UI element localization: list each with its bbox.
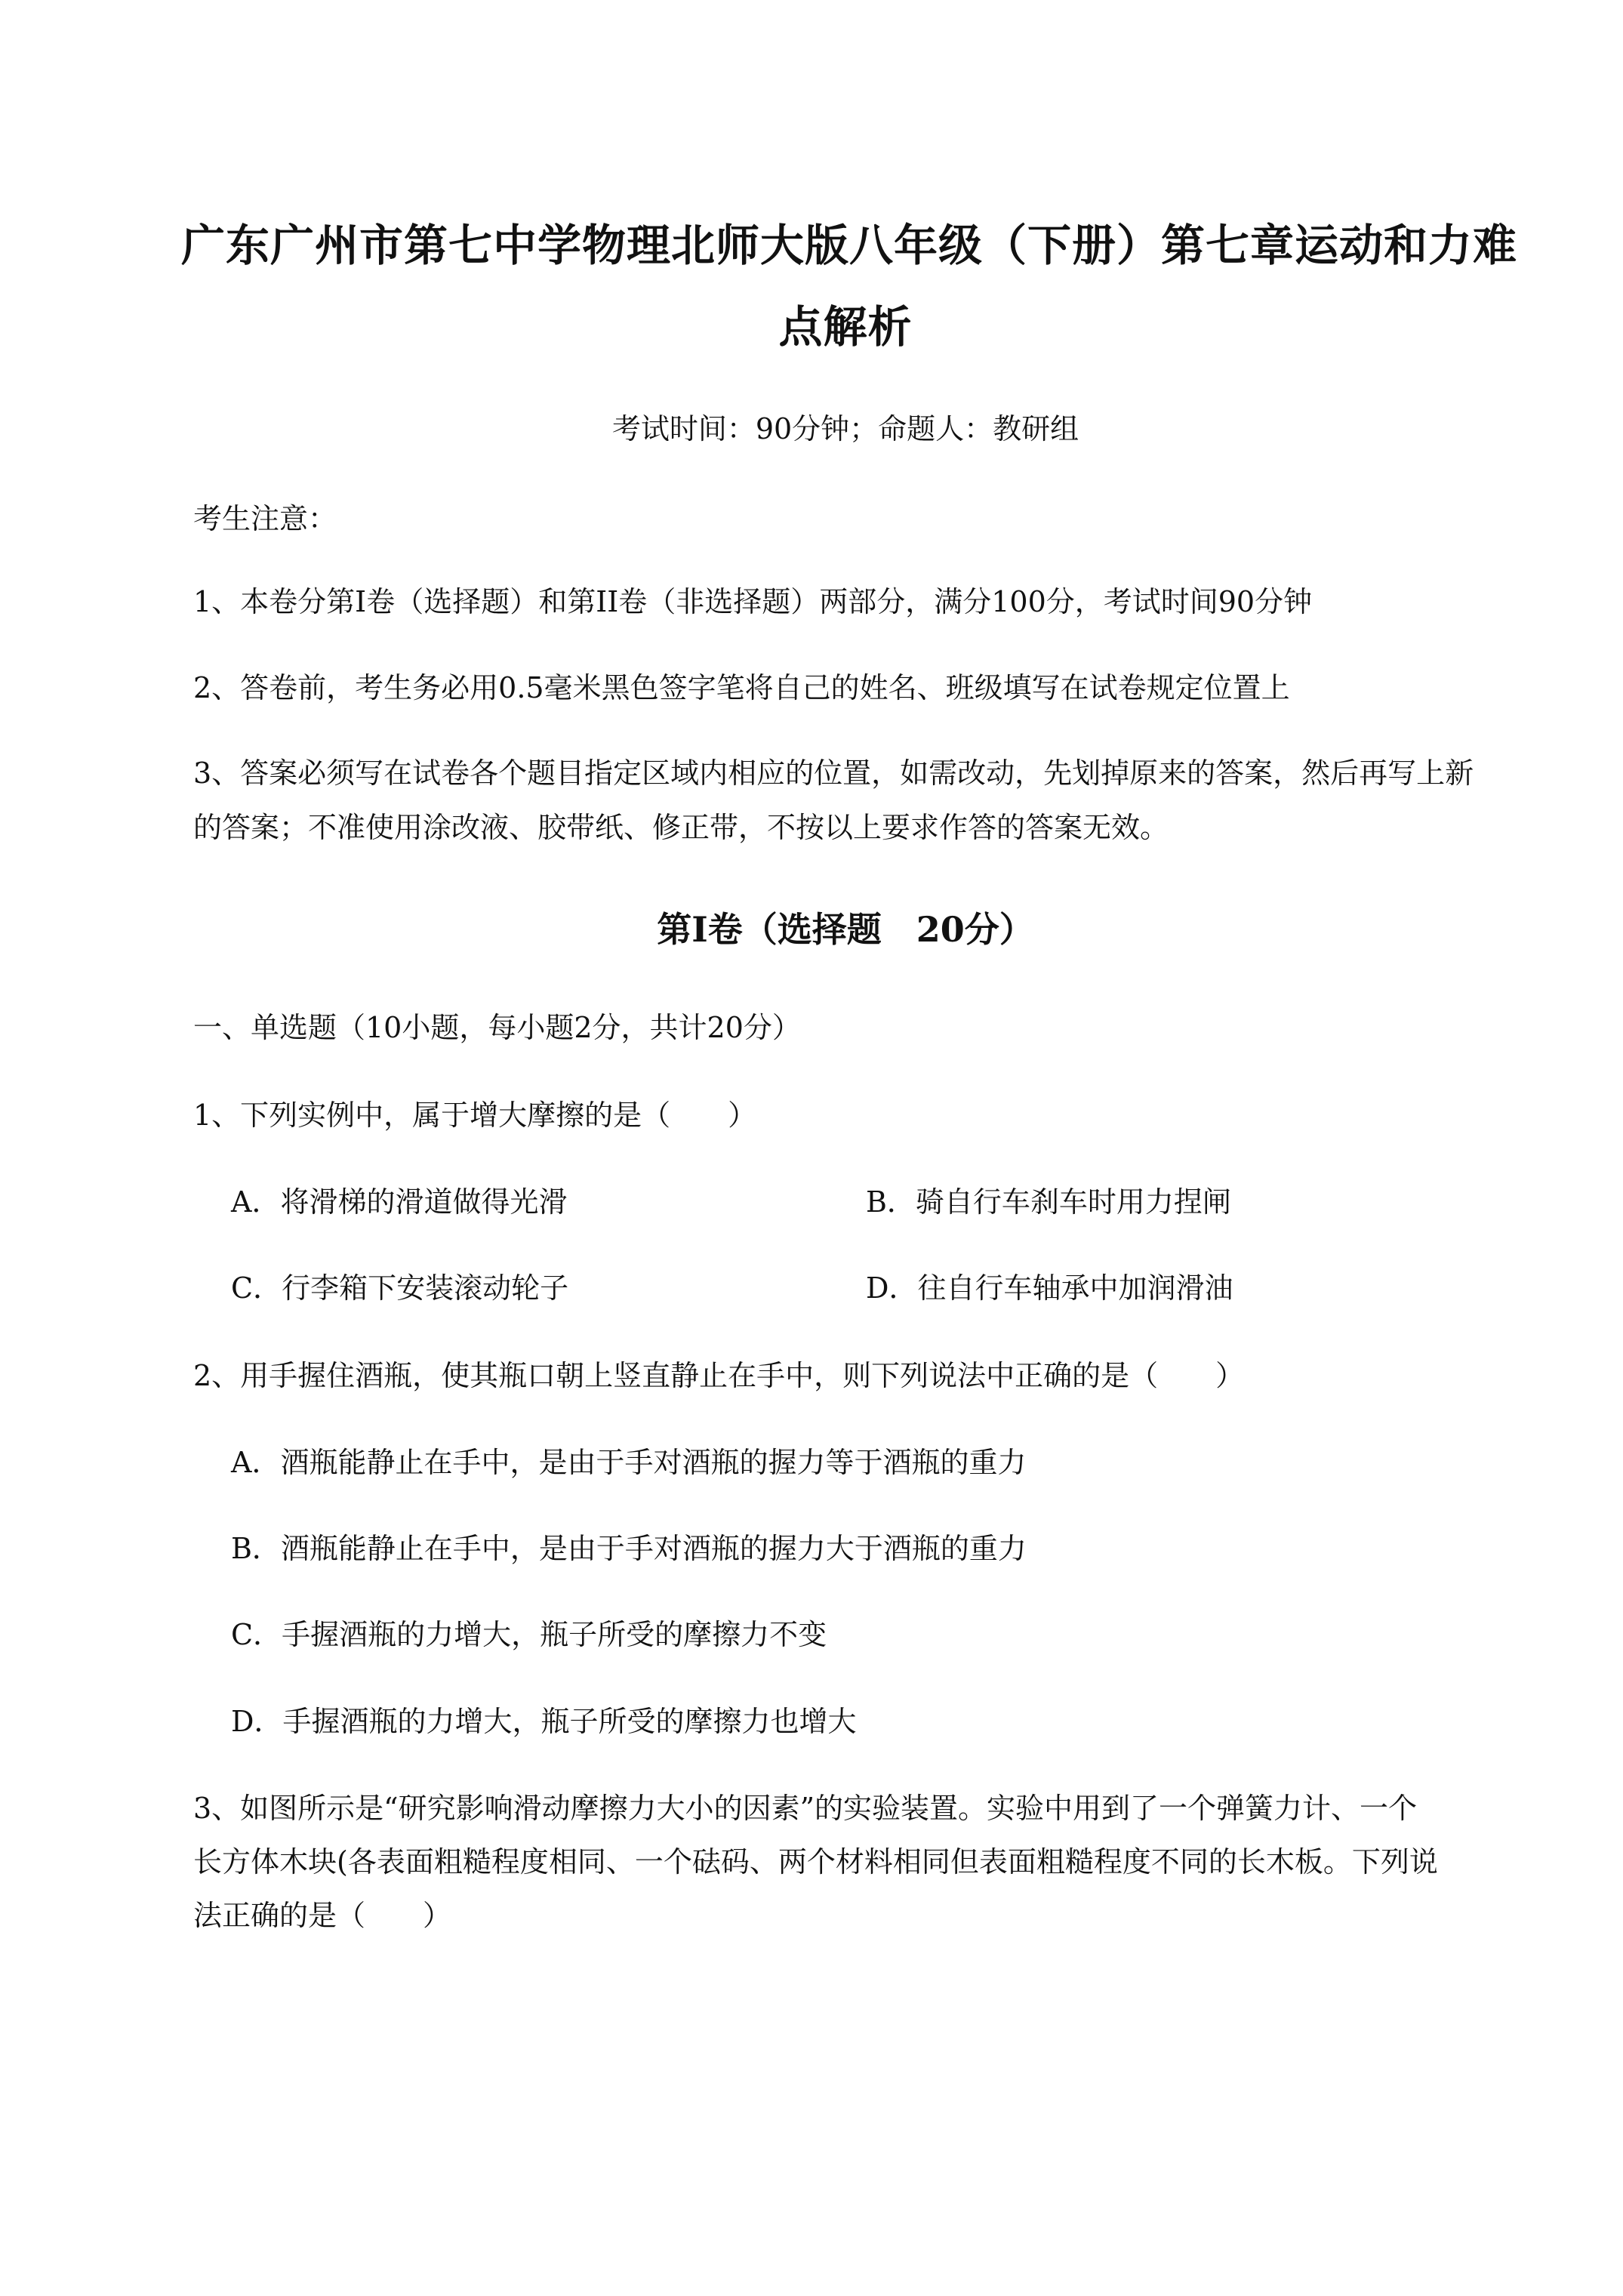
exam-title-line2: 点解析	[778, 301, 913, 353]
part-heading: 一、单选题（10小题，每小题2分，共计20分）	[193, 1011, 801, 1044]
question-3-stem-line2: 长方体木块(各表面粗糙程度相同、一个砝码、两个材料相同但表面粗糙程度不同的长木板。下列说	[193, 1845, 1438, 1878]
question-1-option-d: D．往自行车轴承中加润滑油	[866, 1271, 1233, 1305]
notice-item-1: 1、本卷分第I卷（选择题）和第II卷（非选择题）两部分，满分100分，考试时间90分钟	[193, 585, 1313, 618]
question-2-option-a: A．酒瓶能静止在手中，是由于手对酒瓶的握力等于酒瓶的重力	[231, 1446, 1027, 1479]
question-1-stem: 1、下列实例中，属于增大摩擦的是（ ）	[193, 1099, 757, 1132]
section-title: 第I卷（选择题 20分）	[657, 909, 1034, 950]
notice-heading: 考生注意：	[193, 502, 337, 535]
notice-item-3: 3、答案必须写在试卷各个题目指定区域内相应的位置，如需改动，先划掉原来的答案，然后再写上新	[193, 757, 1474, 790]
question-3-stem-line1: 3、如图所示是“研究影响滑动摩擦力大小的因素”的实验装置。实验中用到了一个弹簧力计、一个	[193, 1792, 1418, 1825]
question-3-stem-line3: 法正确的是（ ）	[193, 1899, 452, 1932]
question-2-option-b: B．酒瓶能静止在手中，是由于手对酒瓶的握力大于酒瓶的重力	[231, 1532, 1027, 1565]
question-1-option-a: A．将滑梯的滑道做得光滑	[231, 1185, 568, 1219]
question-1-option-c: C．行李箱下安装滚动轮子	[231, 1271, 569, 1305]
question-1-option-b: B．骑自行车刹车时用力捏闸	[866, 1185, 1231, 1219]
notice-item-2: 2、答卷前，考生务必用0.5毫米黑色签字笔将自己的姓名、班级填写在试卷规定位置上	[193, 671, 1290, 704]
exam-info: 考试时间：90分钟；命题人：教研组	[611, 412, 1079, 445]
question-2-option-c: C．手握酒瓶的力增大，瓶子所受的摩擦力不变	[231, 1618, 827, 1651]
notice-item-3-cont: 的答案；不准使用涂改液、胶带纸、修正带，不按以上要求作答的答案无效。	[193, 811, 1169, 844]
question-2-stem: 2、用手握住酒瓶，使其瓶口朝上竖直静止在手中，则下列说法中正确的是（ ）	[193, 1359, 1245, 1392]
exam-title-line1: 广东广州市第七中学物理北师大版八年级（下册）第七章运动和力难	[181, 220, 1518, 271]
question-2-option-d: D．手握酒瓶的力增大，瓶子所受的摩擦力也增大	[231, 1705, 857, 1738]
